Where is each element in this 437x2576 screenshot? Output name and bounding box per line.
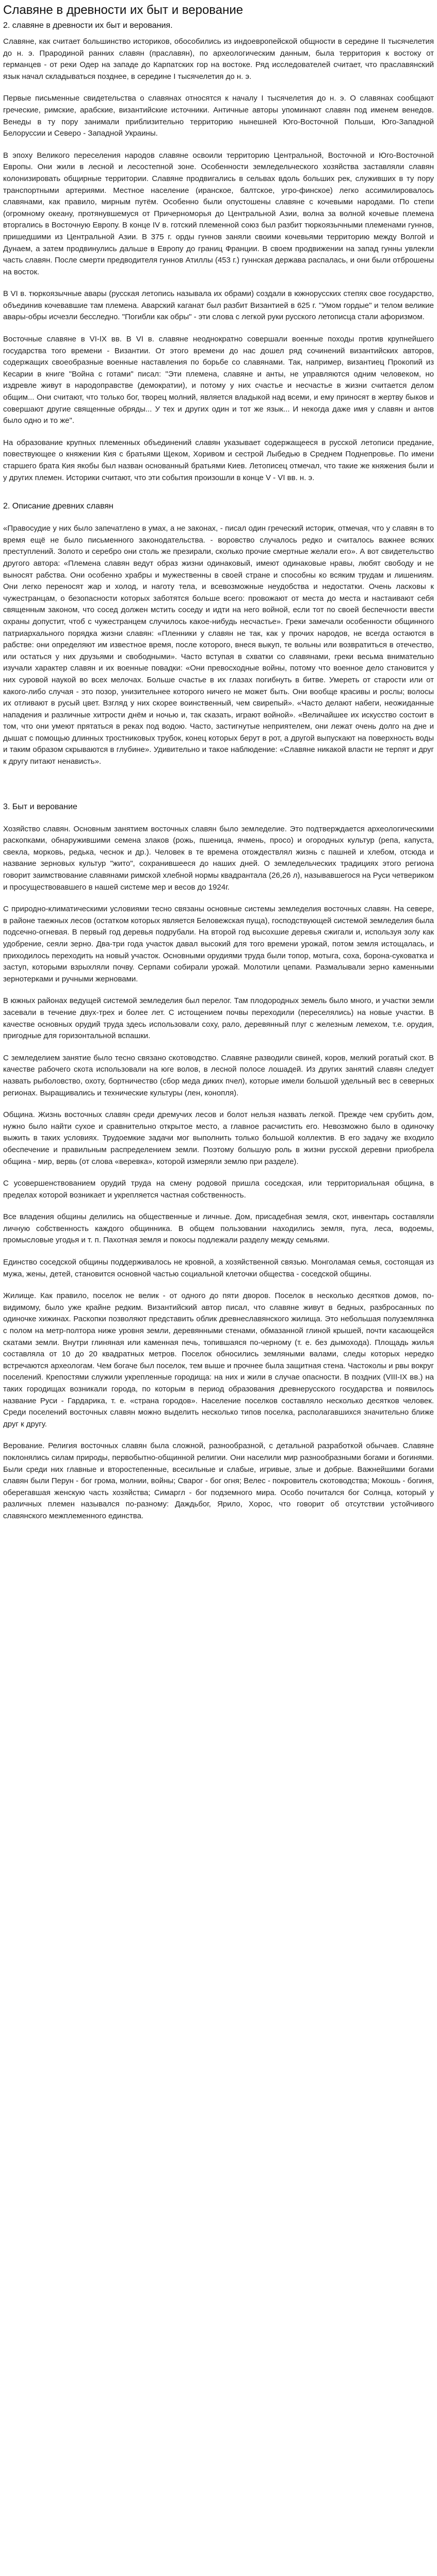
paragraph: Единство соседской общины поддерживалось не кровной, а хозяйственной связью. Монголамая семья, состоящая из мужа, жены, детей, становится основной частью социальной клеточки общества - соседской общины. [3,1258,434,1278]
spacer [3,1168,434,1178]
paragraph: В VI в. тюркоязычные авары (русская летопись называла их обрами) создали в южнорусских степях свое государство, объединив кочевавшие там племена. Аварский каганат был разбит Византией в 625 г. "Умом гордые" и телом великие авары-обры исчезли бесследно. "Погибли как обры" - эти слова с легкой руки русского летописца стали афоризмом. [3,289,434,322]
spacer [3,893,434,904]
spacer [3,1430,434,1440]
spacer [3,1042,434,1053]
paragraph: В эпоху Великого переселения народов славяне освоили территорию Центральной, Восточной и Юго-Восточной Европы. Они жили в лесной и лесостепной зоне. Особенности земледельческого хозяйства заставляли славян колонизировать общирные территории. Славяне продвигались в сельвах вдоль больших рек, служивших в ту пору транспортными артериями. Местное население (иранское, балтское, угро-финское) легко ассимилировалось славянами, как правило, мирным путём. Особенно были опустошены славяне с кочевыми народами. По степи (огромному океану, протянувшемуся от Причерноморья до Центральной Азии, волна за волной кочевые племена вторгались в Восточную Европу. В конце IV в. готский племенной союз был разбит тюркоязычными племенами гуннов, пришедшими из Центральной Азии. В 375 г. орды гуннов заняли своими кочевьями территорию между Волгой и Дунаем, а затем продвинулись дальше в Европу до границ Франции. В своем продвижении на запад гунны увлекли часть славян. После смерти предводителя гуннов Атиллы (453 г.) гуннская держава распалась, и они были отброшены на восток. [3,151,434,276]
paragraph: Хозяйство славян. Основным занятием восточных славян было земледелие. Это подтверждается археологическими раскопками, обнаружившими семена злаков (рожь, пшеница, ячмень, просо) и огородных культур (репа, капуста, свекла, морковь, редька, чеснок и др.). Человек в те времена отождествлял жизнь с пашней и хлебом, отсюда и название зерновых культур "жито", сохранившееся до наших дней. О земледельческих традициях этого региона говорит заимствование славянами римской хлебной нормы квадрантала (26,26 л), называвшегося на Руси четвериком и просуществовавшего в нашей системе мер и весов до 1924г. [3,824,434,892]
paragraph: Все владения общины делились на общественные и личные. Дом, присадебная земля, скот, инвентарь составляли личную собственность каждого общинника. В общем пользовании находились земля, пуга, леса, водоемы, промысловые угодья и т. п. Пахотная земля и покосы подлежали разделу между семьями. [3,1212,434,1245]
spacer [3,278,434,288]
spacer [3,427,434,437]
paragraph: С усовершенствованием орудий труда на смену родовой пришла соседская, или территориальная община, в пределах которой возникает и укрепляется частная собственность. [3,1179,434,1200]
spacer [3,1246,434,1257]
paragraph: Община. Жизнь восточных славян среди дремучих лесов и болот нельзя назвать легкой. Прежде чем срубить дом, нужно было найти сухое и сравнительно открытое место, а главное расчистить его. Невозможно было в одиночку выжить в таких условиях. Трудоемкие задачи мог выполнить только большой коллектив. В его задачу же входило обеспечение и правильным распределением земли. Поэтому большую роль в жизни русской деревни приобрела община - мир, вервь (от слова «веревка», которой измеряли землю при разделе). [3,1110,434,1166]
paragraph: Первые письменные свидетельства о славянах относятся к началу I тысячелетия до н. э. О славянах сообщают греческие, римские, арабские, византийские источники. Античные авторы упоминают славян под именем венедов. Венеды в ту пору занимали приблизительно территорию нынешней Юго-Восточной Польши, Юго-Западной Белоруссии и Северо - Западной Украины. [3,94,434,138]
spacer [3,513,434,523]
paragraph: В южных районах ведущей системой земледелия был перелог. Там плодородных земель было много, и участки земли засевали в течение двух-трех и более лет. С истощением почвы переходили (переселялись) на новые участки. В качестве основных орудий труда здесь использовали соху, рало, деревянный плуг с железным лемехом, т.е. орудия, пригодные для горизонтальной вспашки. [3,996,434,1041]
spacer [3,784,434,801]
paragraph: Славяне, как считает большинство историков, обособились из индоевропейской общности в середине II тысячелетия до н. э. Прародиной ранних славян (праславян), по археологическим данным, была территория к востоку от германцев - от реки Одер на западе до Карпатских гор на востоке. Ряд исследователей считает, что праславянский язык начал складываться позднее, в середине I тысячелетия до н. э. [3,37,434,81]
spacer [3,323,434,334]
paragraph: Восточные славяне в VI-IX вв. В VI в. славяне неоднократно совершали военные походы против крупнейшего государства того времени - Византии. От этого времени до нас дошел ряд сочинений византийских авторов, содержащих своеобразные военные наставления по борьбе со славянами. Так, например, византиец Прокопий из Кесарии в книге "Война с готами" писал: "Эти племена, славяне и анты, не управляются одним человеком, но издревле живут в народоправстве (демократии), и потому у них счастье и несчастье в жизни считается делом общим... Они считают, что только бог, творец молний, является владыкой над всеми, и ему приносят в жертву быков и совершают другие священные обряды... У тех и других один и тот же язык... И некогда даже имя у славян и антов было одно и то же". [3,335,434,425]
spacer [3,985,434,995]
section-heading-life-and-beliefs: 3. Быт и верование [3,802,77,811]
spacer [3,484,434,500]
spacer [3,1201,434,1211]
spacer [3,768,434,784]
section-heading-description: 2. Описание древних славян [3,502,114,511]
spacer [3,140,434,150]
paragraph: С природно-климатическими условиями тесно связаны основные системы земледелия восточных славян. На севере, в районе таежных лесов (остатком которых является Беловежская пуща), господствующей системой земледелия была подсечно-огневая. В первый год деревья подрубали. На второй год высохшие деревья сжигали и, используя золу как удобрение, сеяли зерно. Два-три года участок давал высокий для того времени урожай, потом земля истощалась, и приходилось переходить на новый участок. Основными орудиями труда были топор, мотыга, соха, борона-суковатка и заступ, которыми взрыхляли почву. Серпами собирали урожай. Молотили цепами. Размалывали зерно каменными зернотерками и ручными жерновами. [3,905,434,983]
page-title: Славяне в древности их быт и верование [3,3,244,17]
spacer [3,1099,434,1109]
spacer [3,1280,434,1290]
paragraph: Жилище. Как правило, поселок не велик - от одного до пяти дворов. Поселок в несколько десятков домов, по-видимому, было уже крайне редким. Византийский автор писал, что славяне живут в бедных, разбросанных по одиночке хижинах. Раскопки позволяют представить облик древнеславянского жилища. Это небольшая полуземлянка с полом на метр-полтора ниже уровня земли, деревянными стенами, обмазанной глиной крышей, почти касающейся скатами земли. Внутри глиняная или каменная печь, топившаяся по-черному (т. е. без дымохода). Площадь жилья составляла от 10 до 20 квадратных метров. Поселок обносились земляными валами, следы которых нередко встречаются археологам. Чем богаче был поселок, тем выше и прочнее была защитная стена. Частоколы и рвы вокруг поселений. Крепостями служили укрепленные городища: на них и жили в случае опасности. В поздних (VIII-IX вв.) на таких городищах возникали города, по которым в период образования древнерусского государства и появилось название Руси - Гардарика, т. е. «страна городов». Население поселков составляло несколько десятков человек. Среди поселений восточных славян можно выделить несколько типов поселка, располагавшихся значительно ближе друг к другу. [3,1291,434,1429]
spacer [3,813,434,824]
paragraph: На образование крупных племенных объединений славян указывает содержащееся в русской летописи предание, повествующее о княжении Кия с братьями Щеком, Хоривом и сестрой Лыбедью в Среднем Поднепровье. По имени старшего брата Кия якобы был назван основанный братьями Киев. Летописец отмечал, что такие же княжения были и у других племен. Историки считают, что эти события произошли в конце V - VI вв. н. э. [3,438,434,482]
paragraph: «Правосудие у них было запечатлено в умах, а не законах, - писал один греческий историк, отмечая, что у славян в то время ещё не было письменного законодательства. - воровство случалось редко и считалось важнее всяких преступлений. Золото и серебро они столь же презирали, сколько прочие смертные желали его». А вот свидетельство другого автора: «Племена славян ведут образ жизни одинаковый, имеют одинаковые нравы, любят свободу и не выносят рабства. Они особенно храбры и мужественны в своей стране и способны ко всяким трудам и лишениям. Они легко переносят жар и холод, и наготу тела, и всевозможные неудобства и недостатки. Очень ласковы к чужестранцам, о безопасности которых заботятся больше всего: провожают от места до места и настаивают себя священным законом, что сосед должен мстить соседу и идти на него войной, если тот по своей беспечности ввести охраны допустит, чтоб с чужестранцем случилось какое-нибудь несчастье». Греки замечали особенности общинного патриархального порядка жизни славян: «Пленники у славян не так, как у прочих народов, не всегда остаются в рабстве: они определяют им известное время, после которого, внеся выкуп, те вольны или возвратиться в отечество, или остаться у них друзьями и свободными». Часто вступая в схватки со славянами, греки весьма внимательно изучали характер славян и их военные повадки: «Они превосходные войны, потому что военное дело становится у них суровой наукой во всех мелочах. Больше счастье в их глазах погибнуть в битве. Умереть от старости или от какого-либо случая - это позор, унизительнее которого ничего не может быть. Они вообще красивы и рослы; волосы их отливают в русый цвет. Взгляд у них скорее воинственный, чем свирепый». «Часто делают набеги, неожиданные нападения и различные хитрости днём и ночью и, так сказать, играют войной». «Величайшее их искусство состоит в том, что они умеют прятаться в реках под водою. Часто, застигнутые неприятелем, они лежат очень долго на дне и дышат с помощью длинных тростниковых трубок, конец которых берут в рот, а другой выпускают на поверхность воды и таким образом скрываются в глубине». Удивительно и такое наблюдение: «Славяне никакой власти не терпят и друг к другу питают ненависть». [3,524,434,766]
section-heading-ancient-slavs: 2. славяне в древности их быт и верования. [3,21,173,30]
paragraph: С земледелием занятие было тесно связано скотоводство. Славяне разводили свиней, коров, мелкий рогатый скот. В качестве рабочего скота использовали на юге волов, в лесной полосе лошадей. Из других занятий славян следует назвать рыболовство, охоту, бортничество (сбор меда диких пчел), которые имели большой удельный вес в северных регионах. Выращивались и технические культуры (лен, конопля). [3,1053,434,1097]
spacer [3,32,434,36]
spacer [3,83,434,93]
paragraph: Верование. Религия восточных славян была сложной, разнообразной, с детальной разработкой обычаев. Славяне поклонялись силам природы, первобытно-общинной религии. Они населили мир разнообразными богами и богинями. Были среди них главные и второстепенные, всесильные и слабые, игривые, злые и добрые. Важнейшими богами славян были Перун - бог грома, молнии, войны; Сварог - бог огня; Велес - покровитель скотоводства; Мокошь - богиня, оберегавшая женскую часть хозяйства; Симаргл - бог подземного мира. Особо почитался бог Солнца, который у различных племен назывался по-разному: Даждьбог, Ярило, Хорос, что говорит об отсутствии устойчивого славянского межплеменного единства. [3,1441,434,1520]
